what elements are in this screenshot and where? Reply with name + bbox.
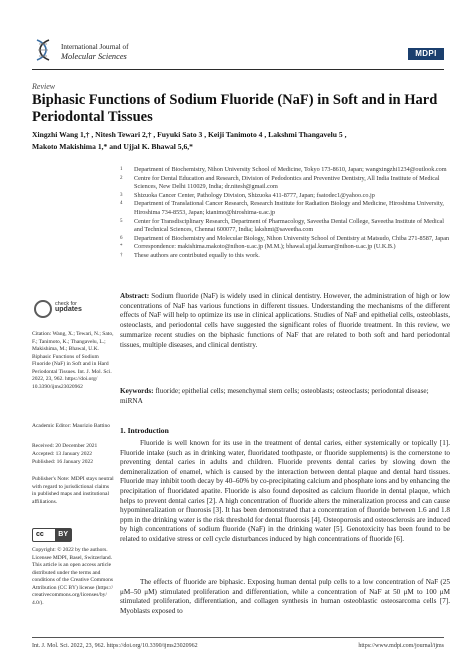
affiliation-text: Shizuoka Cancer Center, Pathology Division, Shizuoka 411-8777, Japan; fsatodec1@yahoo.co.jp xyxy=(134,191,375,199)
received-date: Received: 20 December 2021 xyxy=(32,443,98,449)
affiliation-text: These authors are contributed equally to this work. xyxy=(134,251,260,259)
header-divider xyxy=(32,69,444,70)
affiliation-row xyxy=(120,166,450,175)
author-list xyxy=(32,129,444,153)
affiliation-text: Department of Biochemistry and Molecular Biology, Nihon University School of Dentistry at Matsudo, Chiba 271-8587, Japan xyxy=(134,234,450,242)
affiliation-text: Department of Biochemistry, Nihon University School of Medicine, Tokyo 173-8610, Japan; wangxingzhi1234@outlook.com xyxy=(134,166,447,173)
cc-by-license-badge[interactable] xyxy=(32,528,72,542)
affiliation-number: 4 xyxy=(120,201,123,207)
affiliation-text: Correspondence: makishima.makoto@nihon-u.ac.jp (M.M.); bhawal.ujjal.kumar@nihon-u.ac.jp (U.K.B.) xyxy=(134,243,396,251)
affiliation-number: 3 xyxy=(120,192,123,198)
footer-citation[interactable]: Int. J. Mol. Sci. 2022, 23, 962. https://doi.org/10.3390/ijms23020962 xyxy=(32,643,198,649)
copyright-block: Copyright: © 2022 by the authors. Licensee MDPI, Basel, Switzerland. This article is an open access article distributed under the terms and conditions of the Creative Commons Attribution (CC BY) license (https:// creativecommons.org/licenses/by/ 4.0/). xyxy=(32,547,113,606)
cc-label: cc xyxy=(36,531,44,538)
article-title: Biphasic Functions of Sodium Fluoride (NaF) in Soft and in Hard Periodontal Tissues xyxy=(32,92,438,125)
check-updates-label xyxy=(55,301,82,314)
footer-journal-link[interactable]: https://www.mdpi.com/journal/ijms xyxy=(358,643,444,649)
intro-paragraph-2: The effects of fluoride are biphasic. Exposing human dental pulp cells to a low concentration of NaF (25 μM–50 μM) stimulated proliferation and differentiation, while a concentration of NaF at 50 μM to 100 μM stimulated proliferation, differentiation, and collagen synthesis in human osteoblastic osteosarcoma cells [7]. Myoblasts exposed to xyxy=(120,578,450,615)
journal-name-line1: International Journal of xyxy=(61,43,129,51)
author-line-2-text: Makoto Makishima 1,* and Ujjal K. Bhawal 5,6,* xyxy=(32,142,193,151)
keywords-text: fluoride; epithelial cells; mesenchymal stem cells; osteoblasts; osteoclasts; periodontal disease; miRNA xyxy=(120,387,429,405)
affiliation-number: 1 xyxy=(120,167,123,172)
check-updates-line2: updates xyxy=(55,306,82,314)
check-for-updates-button[interactable] xyxy=(34,300,94,318)
affiliation-text: Center for Transdisciplinary Research, Department of Pharmacology, Saveetha Dental College, Saveetha Institute of Medical and Technical Sciences, Chennai 600077, India; lakshmi@saveetha.com xyxy=(134,217,444,234)
abstract-text: Sodium fluoride (NaF) is widely used in clinical dentistry. However, the administration of high or low concentrations of NaF has various functions in different tissues. Understanding the mechanisms of the different effects of NaF will help to optimize its use in clinical applications. Studies of NaF and epithelial cells, osteoblasts, osteoclasts, and periodontal cells have suggested the significant roles of fluoride treatment. In this review, we summarize recent studies on the biphasic functions of NaF that are related to both soft and hard periodontal tissues, multiple diseases, and clinical dentistry. xyxy=(120,292,450,349)
check-updates-line1: check for xyxy=(55,301,77,307)
author-line-1 xyxy=(32,129,444,141)
check-updates-icon xyxy=(34,300,52,318)
article-type: Review xyxy=(32,82,56,91)
affiliation-number: 2 xyxy=(120,175,123,181)
publisher-logo[interactable]: MDPI xyxy=(408,48,444,60)
footer-divider xyxy=(32,637,444,638)
academic-editor: Academic Editor: Maurizio Battino xyxy=(32,423,111,429)
affiliation-text: Department of Translational Cancer Research, Research Institute for Radiation Biology and Medicine, Hiroshima University, Hiroshima 734-8553, Japan; ktanimo@hiroshima-u.ac.jp xyxy=(134,200,444,216)
journal-name xyxy=(61,43,128,61)
by-label: BY xyxy=(55,529,71,541)
citation-block: Citation: Wang, X.; Tewari, N.; Sato, F.; Tanimoto, K.; Thangavelu, L.; Makishima, M.; Bhawal, U.K. Biphasic Functions of Sodium Fluoride (NaF) in Soft and in Hard Periodontal Tissues. Int. J. Mol. Sci. 2022, 23, 962. https://doi.org/ 10.3390/ijms23020962 xyxy=(32,331,114,390)
affiliation-row xyxy=(120,192,450,201)
author-line-2 xyxy=(32,141,444,153)
keywords xyxy=(120,387,450,406)
affiliation-row xyxy=(120,200,450,217)
intro-paragraph-1: Fluoride is well known for its use in the treatment of dental caries, either systemically or topically [1]. Fluoride intake (such as in drinking water, fluoridated toothpaste, or fluoride supplements) is the cornerstone to preventing dental caries in adults and children. Fluoride prevents dental caries by slowing down the demineralization of enamel, which is caused by the interaction between dental plaque and dental hard tissues. Fluoride may inhibit tooth decay by 40–60% by co-precipitating calcium and phosphate ions and by enhancing the precipitation of fluoridated apatite. Fluoride is also found deposited as calcium fluoride in dental plaque, which helps to prevent dental caries [2]. A high concentration of fluoride alters the mineralization process and can cause hypomineralization or fluorosis [3]. It has been demonstrated that a concentration of fluoride between 1.6 and 1.8 ppm in the drinking water is the risk threshold for dental fluorosis [4]. Osteoporosis and osteosclerosis are induced by high concentrations of sodium fluoride (NaF) in the drinking water [5]. Genotoxicity has been found to be related to oxidative stress or cell cycle disturbances induced by high concentrations of fluoride [6]. xyxy=(120,439,450,543)
journal-name-line2: Molecular Sciences xyxy=(61,52,127,61)
affiliation-text: Centre for Dental Education and Research, Division of Pedodontics and Preventive Dentistry, All India Institute of Medical Sciences, New Delhi 110029, India; dr.nitesh@gmail.com xyxy=(134,174,440,191)
affiliation-row xyxy=(120,175,450,192)
keywords-label: Keywords: xyxy=(120,387,154,395)
accepted-date: Accepted: 13 January 2022 xyxy=(32,451,93,457)
affiliation-number: 5 xyxy=(120,218,123,224)
abstract-label: Abstract: xyxy=(120,292,150,300)
abstract xyxy=(120,292,450,350)
affiliation-row xyxy=(120,218,450,235)
journal-logo-icon xyxy=(32,38,54,62)
author-line-1-text: Xingzhi Wang 1,† , Nitesh Tewari 2,† , Fuyuki Sato 3 , Keiji Tanimoto 4 , Lakshmi Thangavelu 5 , xyxy=(32,130,347,139)
section-heading-introduction: 1. Introduction xyxy=(120,426,169,435)
affiliation-row xyxy=(120,235,450,244)
publisher-note: Publisher's Note: MDPI stays neutral with regard to jurisdictional claims in published maps and institutional affiliations. xyxy=(32,476,114,505)
affiliation-number: † xyxy=(120,252,123,258)
affiliation-row xyxy=(120,243,450,252)
affiliation-row xyxy=(120,252,450,261)
affiliations xyxy=(120,166,450,261)
published-date: Published: 16 January 2022 xyxy=(32,459,93,465)
affiliation-number: * xyxy=(120,244,123,250)
affiliation-number: 6 xyxy=(120,235,123,241)
